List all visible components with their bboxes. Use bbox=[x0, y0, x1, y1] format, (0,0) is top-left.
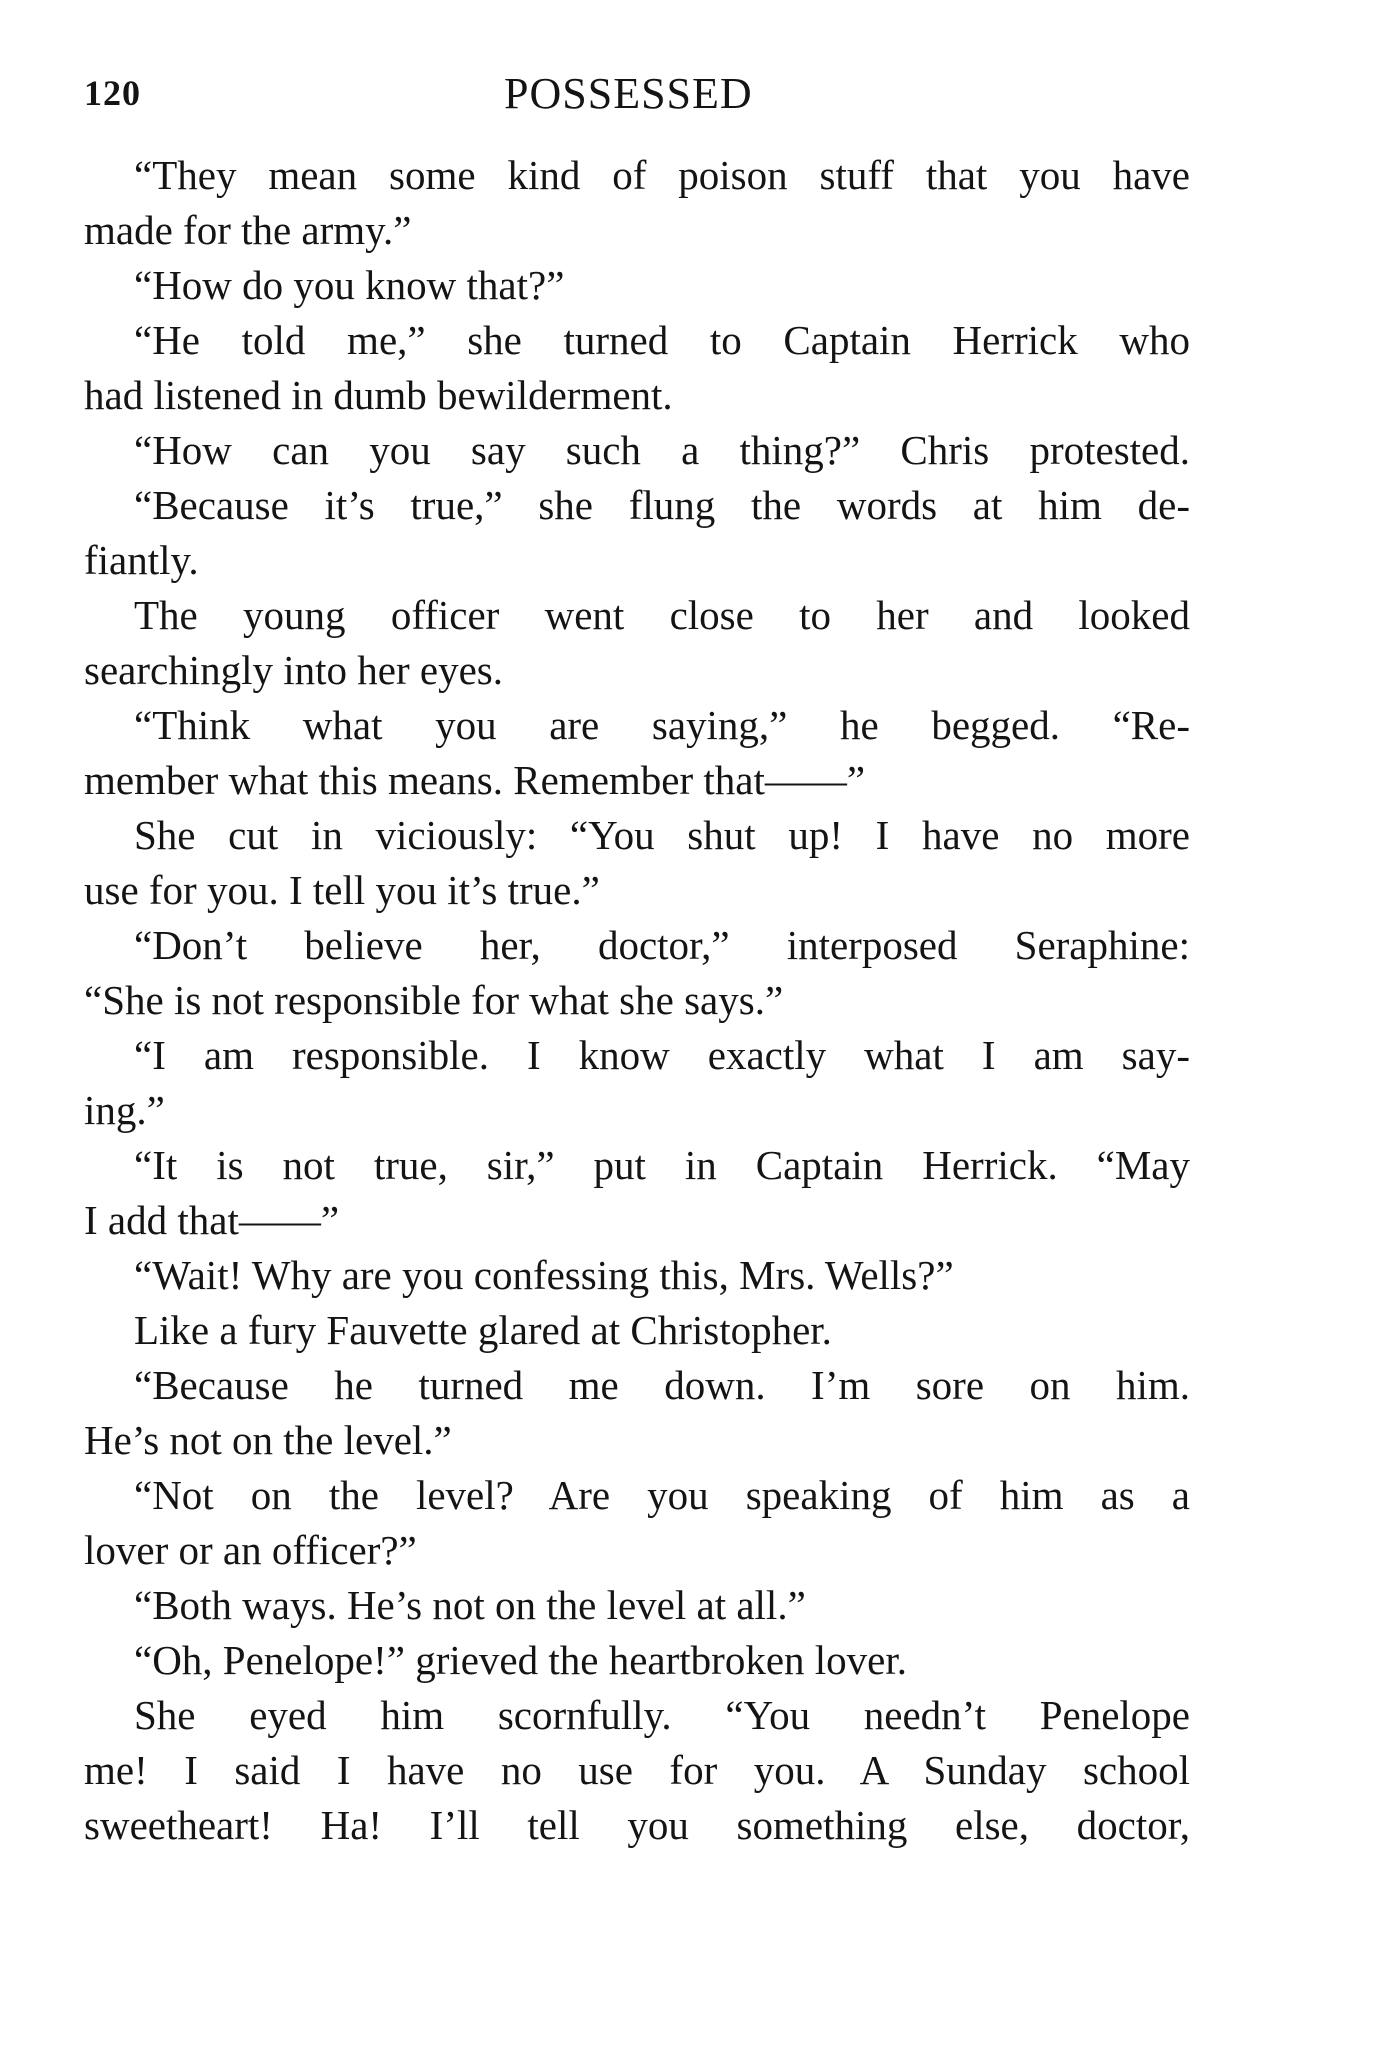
text-line: “Both ways. He’s not on the level at all.” bbox=[134, 1582, 806, 1628]
text-line: “How can you say such a thing?” Chris protested. bbox=[134, 427, 1190, 473]
text-line: “Don’t believe her, doctor,” interposed Seraphine: bbox=[134, 922, 1190, 968]
text-line: searchingly into her eyes. bbox=[84, 647, 503, 693]
text-line: “Because it’s true,” she flung the words at him de- bbox=[134, 482, 1190, 528]
page-number: 120 bbox=[84, 73, 141, 113]
text-line: I add that——” bbox=[84, 1197, 340, 1243]
text-line: “It is not true, sir,” put in Captain Herrick. “May bbox=[134, 1142, 1190, 1188]
text-line: Like a fury Fauvette glared at Christopher. bbox=[134, 1307, 832, 1353]
text-line: made for the army.” bbox=[84, 207, 412, 253]
text-line: “He told me,” she turned to Captain Herrick who bbox=[134, 317, 1190, 363]
text-line: me! I said I have no use for you. A Sunday school bbox=[84, 1747, 1190, 1793]
running-head bbox=[84, 68, 1194, 128]
body-text bbox=[84, 148, 1190, 1853]
text-line: fiantly. bbox=[84, 537, 199, 583]
text-line: “Not on the level? Are you speaking of him as a bbox=[134, 1472, 1190, 1518]
text-line: The young officer went close to her and looked bbox=[134, 592, 1190, 638]
text-line: sweetheart! Ha! I’ll tell you something else, doctor, bbox=[84, 1802, 1190, 1848]
text-line: “How do you know that?” bbox=[134, 262, 565, 308]
text-line: “Think what you are saying,” he begged. “Re- bbox=[134, 702, 1190, 748]
text-line: “Because he turned me down. I’m sore on him. bbox=[134, 1362, 1190, 1408]
text-line: use for you. I tell you it’s true.” bbox=[84, 867, 600, 913]
text-line: “Wait! Why are you confessing this, Mrs. Wells?” bbox=[134, 1252, 954, 1298]
text-line: “Oh, Penelope!” grieved the heartbroken lover. bbox=[134, 1637, 907, 1683]
text-line: member what this means. Remember that——” bbox=[84, 757, 866, 803]
text-line: “I am responsible. I know exactly what I am say- bbox=[134, 1032, 1190, 1078]
text-line: “They mean some kind of poison stuff that you have bbox=[134, 152, 1190, 198]
text-line: She cut in viciously: “You shut up! I have no more bbox=[134, 812, 1190, 858]
book-title: POSSESSED bbox=[504, 69, 753, 118]
text-line: “She is not responsible for what she says.” bbox=[84, 977, 784, 1023]
text-line: ing.” bbox=[84, 1087, 165, 1133]
text-line: He’s not on the level.” bbox=[84, 1417, 452, 1463]
text-line: had listened in dumb bewilderment. bbox=[84, 372, 673, 418]
text-line: lover or an officer?” bbox=[84, 1527, 417, 1573]
text-line: She eyed him scornfully. “You needn’t Penelope bbox=[134, 1692, 1190, 1738]
